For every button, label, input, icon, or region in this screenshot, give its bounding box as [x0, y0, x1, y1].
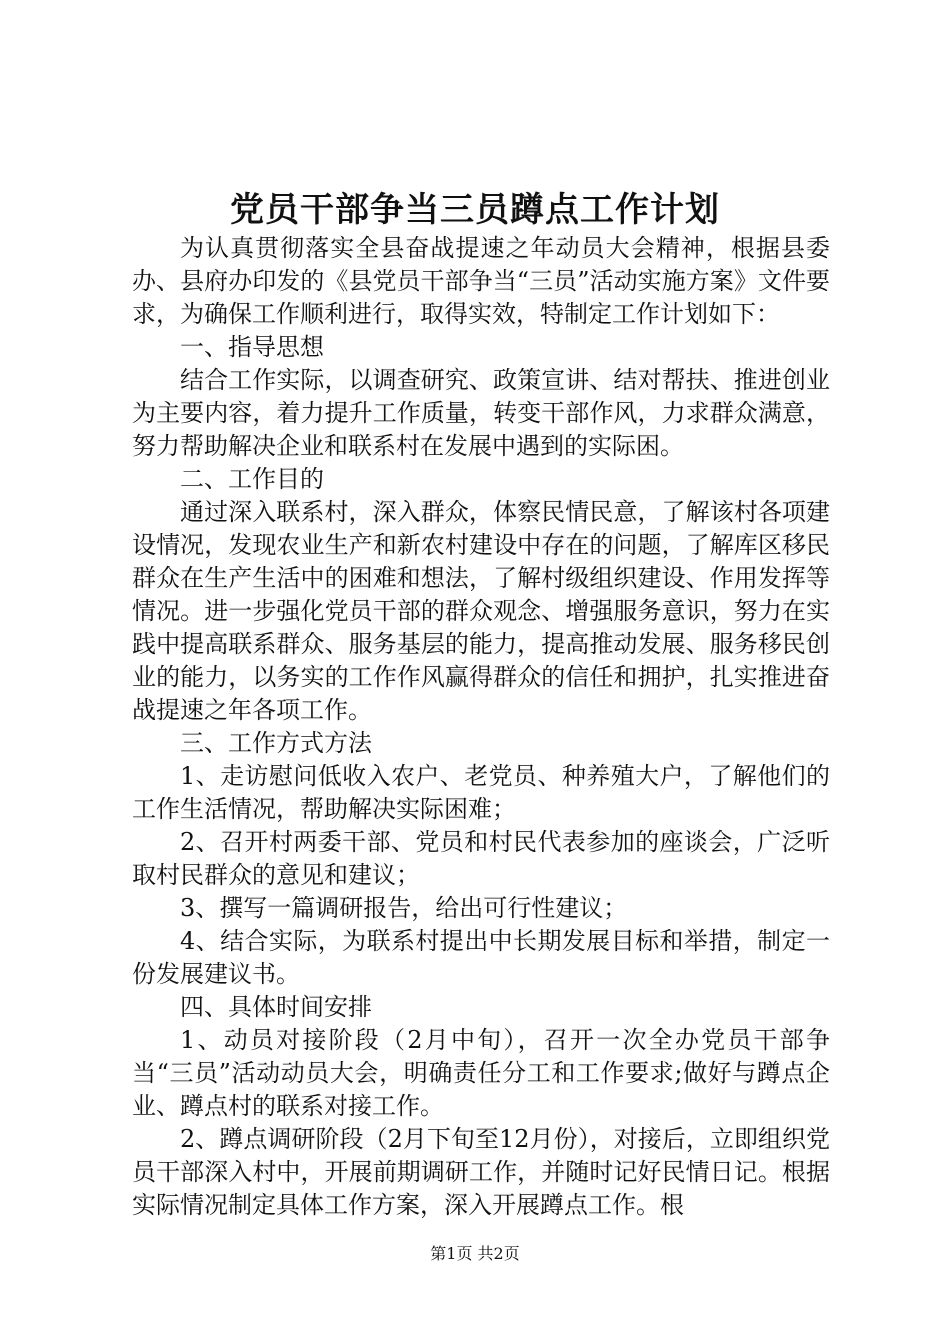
document-body [132, 232, 830, 1222]
section-heading-work-purpose: 二、工作目的 [180, 465, 324, 493]
guiding-ideology-paragraph: 结合工作实际，以调查研究、政策宣讲、结对帮扶、推进创业为主要内容，着力提升工作质量，转变干部作风，力求群众满意，努力帮助解决企业和联系村在发展中遇到的实际困。 [132, 366, 830, 460]
schedule-item: 1、动员对接阶段（2月中旬），召开一次全办党员干部争当“三员”活动动员大会，明确责任分工和工作要求;做好与蹲点企业、蹲点村的联系对接工作。 [132, 1026, 830, 1120]
method-item: 2、召开村两委干部、党员和村民代表参加的座谈会，广泛听取村民群众的意见和建议； [132, 828, 830, 889]
document-title: 党员干部争当三员蹲点工作计划 [230, 190, 720, 230]
page-footer: 第1页 共2页 [430, 1244, 520, 1263]
schedule-item: 2、蹲点调研阶段（2月下旬至12月份），对接后，立即组织党员干部深入村中，开展前期调研工作，并随时记好民情日记。根据实际情况制定具体工作方案，深入开展蹲点工作。根 [132, 1125, 830, 1219]
intro-paragraph: 为认真贯彻落实全县奋战提速之年动员大会精神，根据县委办、县府办印发的《县党员干部争当“三员”活动实施方案》文件要求，为确保工作顺利进行，取得实效，特制定工作计划如下： [132, 234, 830, 328]
section-heading-schedule: 四、具体时间安排 [180, 993, 372, 1021]
section-heading-guiding-ideology: 一、指导思想 [180, 333, 324, 361]
section-heading-work-methods: 三、工作方式方法 [180, 729, 372, 757]
method-item: 1、走访慰问低收入农户、老党员、种养殖大户，了解他们的工作生活情况，帮助解决实际困难； [132, 762, 830, 823]
work-purpose-paragraph: 通过深入联系村，深入群众，体察民情民意，了解该村各项建设情况，发现农业生产和新农村建设中存在的问题，了解库区移民群众在生产生活中的困难和想法，了解村级组织建设、作用发挥等情况。进一步强化党员干部的群众观念、增强服务意识，努力在实践中提高联系群众、服务基层的能力，提高推动发展、服务移民创业的能力，以务实的工作作风赢得群众的信任和拥护，扎实推进奋战提速之年各项工作。 [132, 498, 830, 724]
method-item: 4、结合实际，为联系村提出中长期发展目标和举措，制定一份发展建议书。 [132, 927, 830, 988]
method-item: 3、撰写一篇调研报告，给出可行性建议； [180, 894, 628, 922]
